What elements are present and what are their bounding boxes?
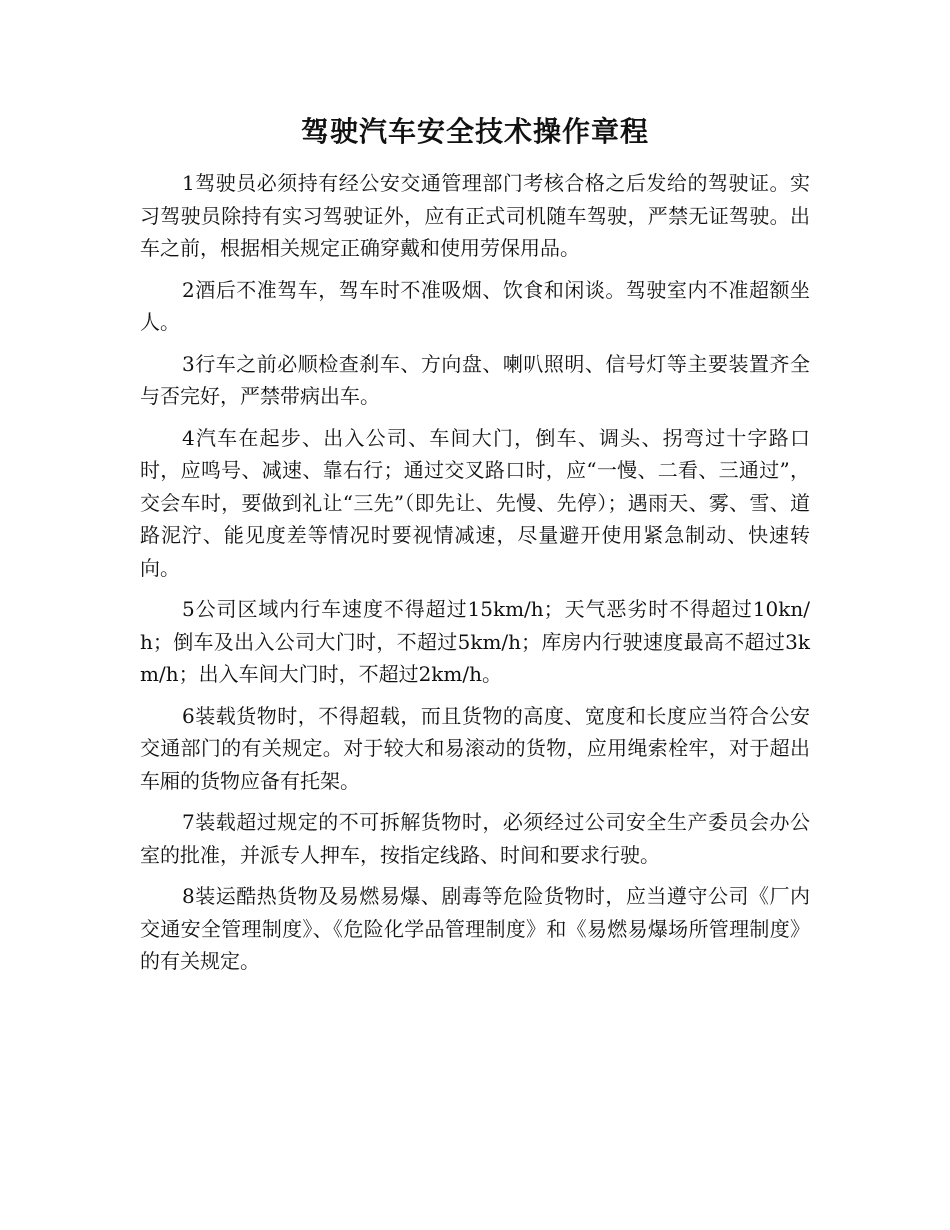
paragraph-1: 1驾驶员必须持有经公安交通管理部门考核合格之后发给的驾驶证。实习驾驶员除持有实习驾驶证外，应有正式司机随车驾驶，严禁无证驾驶。出车之前，根据相关规定正确穿戴和使用劳保用品。 bbox=[140, 171, 810, 260]
document-body bbox=[140, 167, 810, 987]
paragraph-2: 2酒后不准驾车，驾车时不准吸烟、饮食和闲谈。驾驶室内不准超额坐人。 bbox=[140, 277, 810, 334]
paragraph-8: 8装运酷热货物及易燃易爆、剧毒等危险货物时，应当遵守公司《厂内交通安全管理制度》、《危险化学品管理制度》和《易燃易爆场所管理制度》的有关规定。 bbox=[140, 884, 810, 973]
paragraph-7: 7装载超过规定的不可拆解货物时，必须经过公司安全生产委员会办公室的批准，并派专人押车，按指定线路、时间和要求行驶。 bbox=[140, 810, 810, 867]
paragraph-5: 5公司区域内行车速度不得超过15km/h；天气恶劣时不得超过10kn/h；倒车及出入公司大门时，不超过5km/h；库房内行驶速度最高不超过3km/h；出入车间大门时，不超过2km/h。 bbox=[140, 597, 810, 686]
paragraph-4: 4汽车在起步、出入公司、车间大门，倒车、调头、拐弯过十字路口时，应鸣号、减速、靠右行；通过交叉路口时，应“一慢、二看、三通过”，交会车时，要做到礼让“三先”（即先让、先慢、先停）；遇雨天、雾、雪、道路泥泞、能见度差等情况时要视情减速，尽量避开使用紧急制动、快速转向。 bbox=[140, 425, 810, 580]
paragraph-6: 6装载货物时，不得超载，而且货物的高度、宽度和长度应当符合公安交通部门的有关规定。对于较大和易滚动的货物，应用绳索栓牢，对于超出车厢的货物应备有托架。 bbox=[140, 703, 810, 793]
document-title: 驾驶汽车安全技术操作章程 bbox=[300, 115, 649, 148]
paragraph-3: 3行车之前必顺检查刹车、方向盘、喇叭照明、信号灯等主要装置齐全与否完好，严禁带病出车。 bbox=[140, 351, 810, 408]
